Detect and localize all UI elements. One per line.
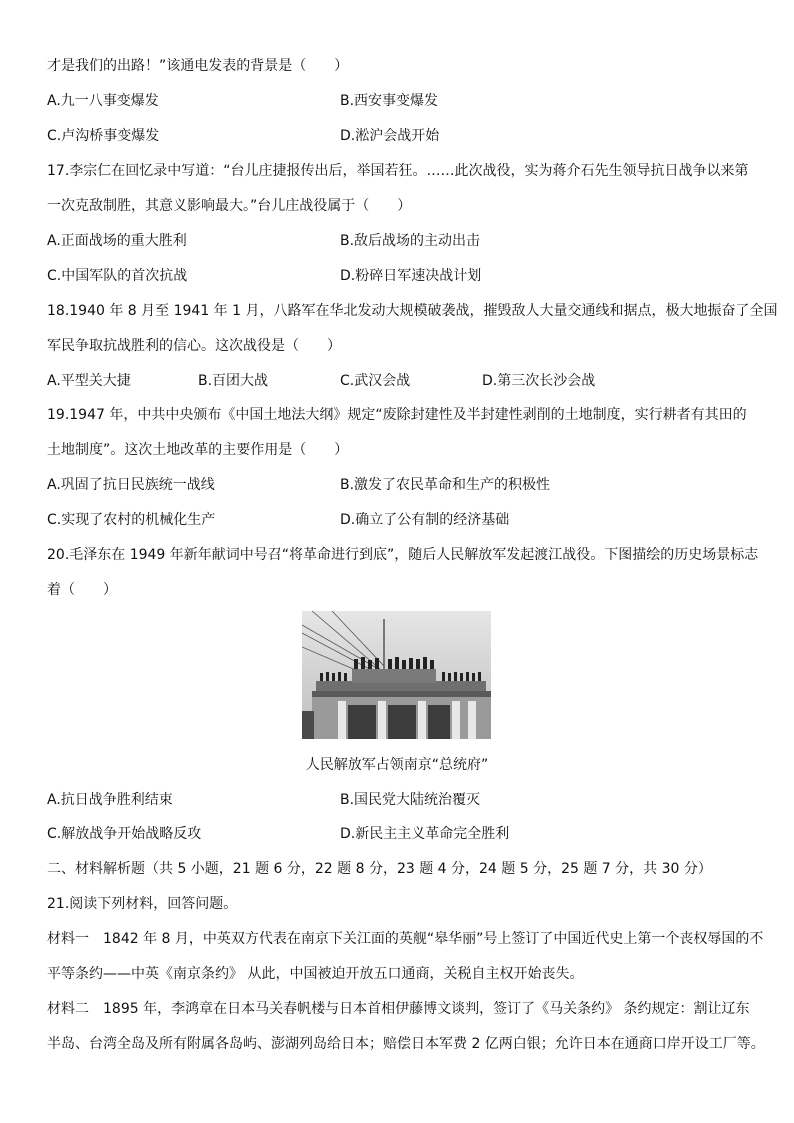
q18-option-a: A.平型关大捷 [47,373,131,389]
q19-option-c: C.实现了农村的机械化生产 [47,512,216,528]
nanjing-presidential-palace-photo [302,611,491,739]
question-17-stem-line-2: 一次克敌制胜，其意义影响最大。”台儿庄战役属于（ ） [47,198,412,214]
section-2-heading: 二、材料解析题（共 5 小题，21 题 6 分，22 题 8 分，23 题 4 分，24 题 5 分，25 题 7 分，共 30 分） [47,861,712,877]
q16-option-b: B.西安事变爆发 [340,93,439,109]
q18-option-b: B.百团大战 [198,373,269,389]
question-21-stem: 21.阅读下列材料，回答问题。 [47,896,238,912]
q16-option-d: D.淞沪会战开始 [340,128,440,144]
q18-option-c: C.武汉会战 [340,373,411,389]
question-19-stem-line-1: 19.1947 年，中共中央颁布《中国土地法大纲》规定“废除封建性及半封建性剥削的土地制度，实行耕者有其田的 [47,407,747,423]
question-16-stem-end: 才是我们的出路！”该通电发表的背景是（ ） [47,58,349,74]
q18-option-d: D.第三次长沙会战 [482,373,596,389]
material-1-line-2: 平等条约——中英《南京条约》 从此，中国被迫开放五口通商，关税自主权开始丧失。 [47,966,584,982]
q17-option-c: C.中国军队的首次抗战 [47,268,188,284]
material-2-line-2: 半岛、台湾全岛及所有附属各岛屿、澎湖列岛给日本；赔偿日本军费 2 亿两白银；允许日本在通商口岸开设工厂等。 [47,1036,765,1052]
q17-option-a: A.正面战场的重大胜利 [47,233,187,249]
question-20-stem-line-1: 20.毛泽东在 1949 年新年献词中号召“将革命进行到底”，随后人民解放军发起渡江战役。下图描绘的历史场景标志 [47,547,759,563]
q20-option-a: A.抗日战争胜利结束 [47,792,173,808]
q19-option-b: B.激发了农民革命和生产的积极性 [340,477,551,493]
question-19-stem-line-2: 土地制度”。这次土地改革的主要作用是（ ） [47,442,349,458]
material-1-line-1: 材料一 1842 年 8 月，中英双方代表在南京下关江面的英舰“皋华丽”号上签订了中国近代史上第一个丧权辱国的不 [47,931,764,947]
q19-option-d: D.确立了公有制的经济基础 [340,512,510,528]
material-2-line-1: 材料二 1895 年，李鸿章在日本马关春帆楼与日本首相伊藤博文谈判，签订了《马关条约》 条约规定：割让辽东 [47,1001,750,1017]
q16-option-a: A.九一八事变爆发 [47,93,159,109]
q20-option-b: B.国民党大陆统治覆灭 [340,792,481,808]
question-17-stem-line-1: 17.李宗仁在回忆录中写道：“台儿庄捷报传出后，举国若狂。……此次战役，实为蒋介石先生领导抗日战争以来第 [47,163,749,179]
q17-option-b: B.敌后战场的主动出击 [340,233,481,249]
question-18-stem-line-1: 18.1940 年 8 月至 1941 年 1 月，八路军在华北发动大规模破袭战，摧毁敌人大量交通线和据点，极大地振奋了全国 [47,303,778,319]
q19-option-a: A.巩固了抗日民族统一战线 [47,477,215,493]
q20-option-d: D.新民主主义革命完全胜利 [340,826,510,842]
q20-option-c: C.解放战争开始战略反攻 [47,826,202,842]
photo-caption: 人民解放军占领南京“总统府” [305,757,489,773]
q16-option-c: C.卢沟桥事变爆发 [47,128,160,144]
q17-option-d: D.粉碎日军速决战计划 [340,268,482,284]
question-20-stem-line-2: 着（ ） [47,582,117,598]
question-18-stem-line-2: 军民争取抗战胜利的信心。这次战役是（ ） [47,338,341,354]
